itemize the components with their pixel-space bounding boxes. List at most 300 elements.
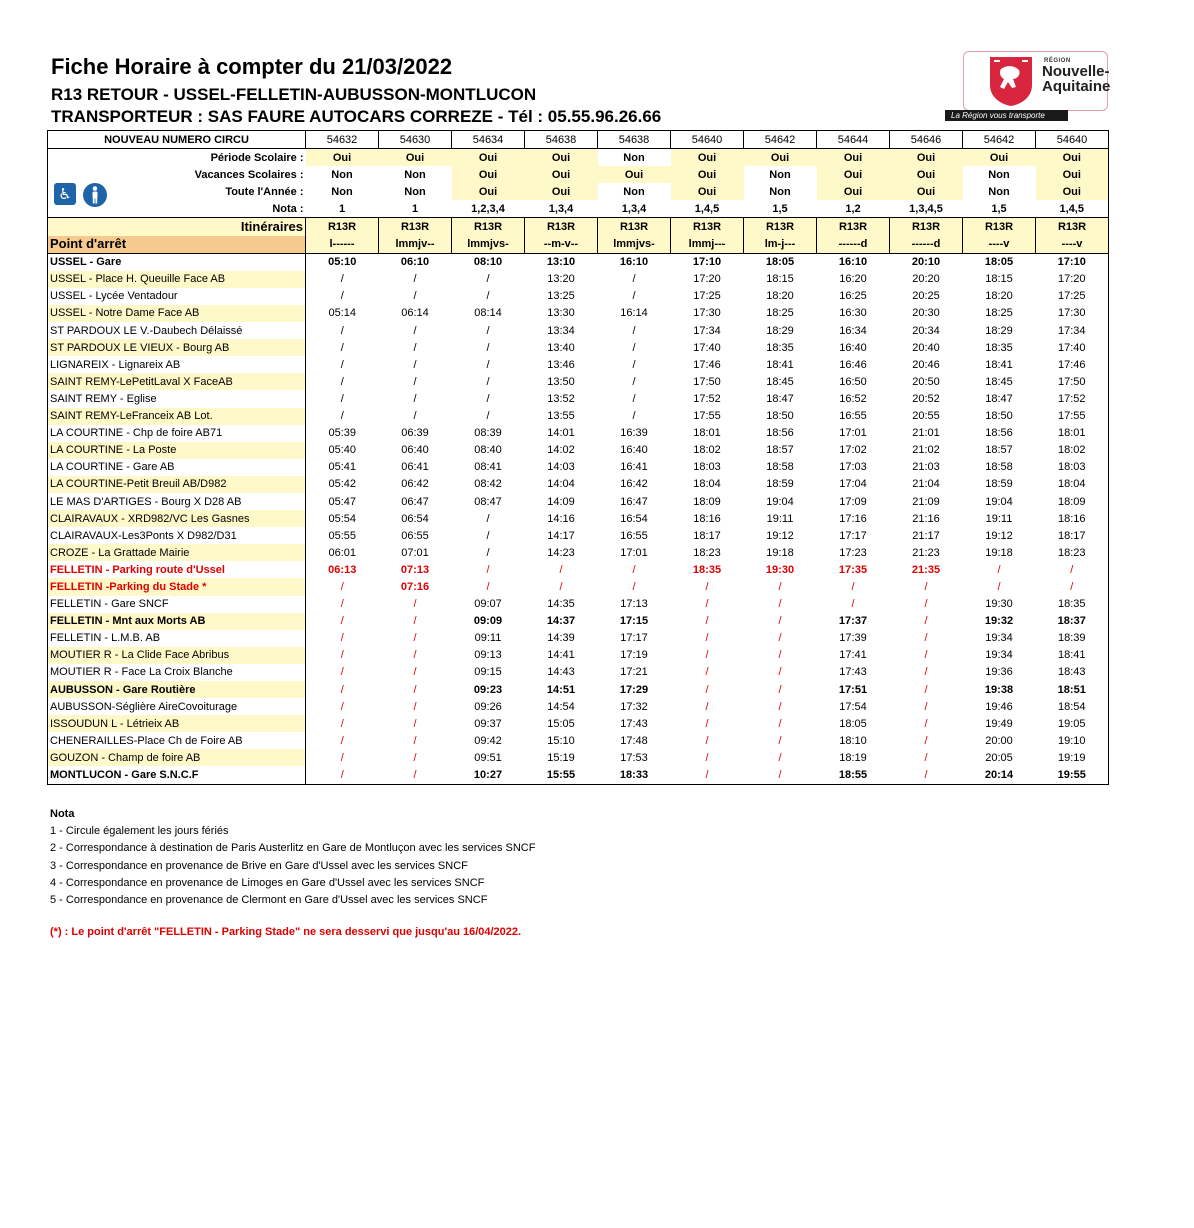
- stop-time: 21:35: [911, 563, 941, 576]
- stop-time: 18:37: [1036, 613, 1109, 630]
- stop-time: 18:59: [766, 478, 794, 491]
- stop-name: FELLETIN - Parking route d'Ussel: [48, 561, 306, 578]
- stop-time: 19:11: [766, 512, 794, 525]
- stop-time: 17:43: [839, 666, 867, 679]
- days-code: lmmj---: [671, 236, 744, 254]
- stop-time: 18:09: [693, 495, 721, 508]
- stop-name: AUBUSSON - Gare Routière: [48, 681, 306, 698]
- stop-time: 17:29: [619, 683, 649, 696]
- stop-time: /: [924, 683, 928, 696]
- stop-time: 18:25: [766, 307, 794, 320]
- toute-annee-value: Non: [404, 185, 426, 198]
- periode-scolaire-value: Oui: [744, 149, 817, 167]
- stop-time: 17:16: [839, 512, 867, 525]
- stop-time: 18:47: [766, 392, 794, 405]
- stop-time: 13:30: [547, 307, 575, 320]
- stop-time: 21:16: [912, 512, 940, 525]
- stop-time: /: [705, 700, 709, 713]
- stop-time: 18:35: [1036, 596, 1109, 613]
- stop-time: 17:34: [693, 324, 721, 337]
- stop-time: 20:14: [963, 766, 1036, 784]
- circu-number: 54630: [379, 131, 452, 149]
- itineraires-label: Itinéraires: [48, 218, 306, 236]
- stop-time: 18:17: [1036, 527, 1109, 544]
- stop-time: /: [632, 324, 636, 337]
- stop-row: [48, 510, 1109, 527]
- stop-time: /: [486, 341, 490, 354]
- stop-time: 17:21: [620, 666, 648, 679]
- stop-time: 17:23: [839, 546, 867, 559]
- stop-time: 19:34: [985, 632, 1013, 645]
- stop-time: 14:16: [547, 512, 575, 525]
- stop-time: /: [778, 632, 782, 645]
- stop-row: [48, 647, 1109, 664]
- circu-number: 54632: [306, 131, 379, 149]
- stop-name: AUBUSSON-Séglière AireCovoiturage: [48, 698, 306, 715]
- stop-time: 16:55: [839, 410, 867, 423]
- stop-time: 21:04: [912, 478, 940, 491]
- stop-time: 05:39: [328, 427, 357, 440]
- stop-time: /: [671, 766, 744, 784]
- stop-time: 14:23: [547, 546, 575, 559]
- periode-scolaire-value: Oui: [525, 149, 598, 167]
- stop-row: [48, 390, 1109, 407]
- stop-time: 17:34: [1036, 322, 1109, 339]
- stop-time: 16:47: [620, 495, 648, 508]
- stop-time: 18:59: [985, 478, 1013, 491]
- periode-scolaire-value: Non: [623, 151, 645, 164]
- stop-time: 08:41: [474, 461, 502, 474]
- stop-time: /: [778, 649, 782, 662]
- stop-time: 18:29: [985, 324, 1013, 337]
- stop-time: 17:54: [839, 700, 867, 713]
- stop-time: /: [340, 410, 344, 423]
- stop-time: 08:10: [473, 256, 503, 269]
- stop-name: FELLETIN - Gare SNCF: [48, 596, 306, 613]
- stop-time: 08:47: [474, 495, 502, 508]
- stop-name: USSEL - Notre Dame Face AB: [48, 305, 306, 322]
- stop-time: 21:23: [912, 546, 940, 559]
- stop-time: /: [340, 375, 344, 388]
- stop-name: SAINT REMY-LeFranceix AB Lot.: [48, 408, 306, 425]
- stop-time: 17:48: [620, 734, 648, 747]
- stop-time: /: [340, 734, 344, 747]
- stop-time: 19:12: [766, 529, 794, 542]
- stop-time: 17:13: [620, 598, 648, 611]
- stop-time: /: [705, 683, 709, 696]
- stop-time: 19:18: [985, 546, 1013, 559]
- stop-time: 15:19: [547, 751, 575, 764]
- periode-scolaire-row: [48, 149, 1109, 167]
- stop-time: /: [851, 580, 855, 593]
- stop-time: /: [778, 615, 782, 628]
- stop-time: /: [997, 563, 1001, 576]
- stop-time: /: [413, 751, 417, 764]
- stop-row: [48, 749, 1109, 766]
- stop-time: /: [486, 563, 490, 576]
- stop-row: [48, 681, 1109, 698]
- stop-time: /: [705, 717, 709, 730]
- wheelchair-icon: ♿: [54, 183, 76, 205]
- nota-value: 1,5: [991, 202, 1007, 215]
- stop-time: 19:11: [985, 512, 1013, 525]
- stop-time: 09:42: [474, 734, 502, 747]
- stop-time: 17:51: [838, 683, 868, 696]
- stop-time: /: [340, 324, 344, 337]
- stop-row: [48, 630, 1109, 647]
- stop-time: /: [924, 734, 928, 747]
- stop-time: 18:47: [985, 392, 1013, 405]
- stop-row: [48, 715, 1109, 732]
- itineraire-code: R13R: [598, 218, 671, 236]
- circu-number: 54640: [671, 131, 744, 149]
- stop-row: [48, 442, 1109, 459]
- stop-row: [48, 527, 1109, 544]
- stop-time: /: [486, 529, 490, 542]
- stop-time: /: [924, 666, 928, 679]
- stop-time: /: [413, 649, 417, 662]
- stop-time: 09:26: [474, 700, 502, 713]
- itineraire-code: R13R: [1036, 218, 1109, 236]
- stop-time: 09:37: [474, 717, 502, 730]
- stop-time: 13:34: [547, 324, 575, 337]
- stop-time: 15:10: [547, 734, 575, 747]
- stop-time: 16:46: [839, 358, 867, 371]
- stop-time: 19:04: [985, 495, 1013, 508]
- stop-time: 17:43: [620, 717, 648, 730]
- stop-time: /: [632, 358, 636, 371]
- nota-row: [48, 200, 1109, 218]
- stop-time: 06:10: [400, 256, 430, 269]
- stop-time: /: [705, 632, 709, 645]
- stop-name: ST PARDOUX LE V.-Daubech Délaissé: [48, 322, 306, 339]
- vacances-scolaires-value: Non: [769, 168, 791, 181]
- stop-time: 06:55: [401, 529, 429, 542]
- vacances-scolaires-value: Non: [988, 168, 1010, 181]
- days-code: --m-v--: [525, 236, 598, 254]
- stop-time: 17:55: [1036, 408, 1109, 425]
- stop-time: 20:55: [912, 410, 940, 423]
- stop-time: /: [486, 290, 490, 303]
- periode-scolaire-value: Oui: [452, 149, 525, 167]
- stop-time: /: [632, 563, 636, 576]
- stop-time: 21:02: [912, 444, 940, 457]
- stop-time: 16:20: [839, 273, 867, 286]
- stop-time: 07:01: [401, 546, 429, 559]
- stop-time: 05:40: [328, 444, 357, 457]
- stop-time: 16:34: [839, 324, 867, 337]
- stop-time: 14:54: [547, 700, 575, 713]
- circu-row: [48, 131, 1109, 149]
- stop-time: 20:25: [912, 290, 940, 303]
- stop-time: 06:14: [401, 307, 429, 320]
- stop-time: 06:47: [401, 495, 429, 508]
- stop-time: 20:30: [912, 307, 940, 320]
- nota-value: 1,5: [772, 202, 788, 215]
- stop-time: /: [778, 598, 782, 611]
- stop-time: 19:30: [765, 563, 795, 576]
- nota-value: 1,4,5: [1036, 200, 1109, 218]
- stop-time: 19:36: [985, 666, 1013, 679]
- stop-time: 18:23: [693, 546, 721, 559]
- stop-time: 14:02: [547, 444, 575, 457]
- stop-row: [48, 305, 1109, 322]
- stop-time: /: [413, 341, 417, 354]
- stop-name: USSEL - Lycée Ventadour: [48, 288, 306, 305]
- stop-time: /: [306, 766, 379, 784]
- stop-row: [48, 596, 1109, 613]
- stop-time: /: [890, 766, 963, 784]
- stop-time: 18:19: [839, 751, 867, 764]
- stop-time: 17:10: [1036, 253, 1109, 271]
- stop-time: /: [486, 410, 490, 423]
- stop-row: [48, 698, 1109, 715]
- stop-time: 17:40: [1036, 339, 1109, 356]
- notes-section: [50, 806, 535, 909]
- days-code: lmmjvs-: [452, 236, 525, 254]
- vacances-scolaires-value: Oui: [598, 166, 671, 183]
- stop-time: 16:30: [839, 307, 867, 320]
- circu-number: 54642: [963, 131, 1036, 149]
- stop-time: 14:03: [547, 461, 575, 474]
- stop-time: 16:55: [620, 529, 648, 542]
- itineraire-code: R13R: [890, 218, 963, 236]
- stop-time: /: [413, 734, 417, 747]
- stop-time: /: [778, 717, 782, 730]
- stop-time: /: [340, 717, 344, 730]
- stop-time: 07:16: [400, 580, 430, 593]
- itineraire-code: R13R: [525, 218, 598, 236]
- stop-row: [48, 613, 1109, 630]
- stop-time: /: [413, 700, 417, 713]
- stop-time: 16:25: [839, 290, 867, 303]
- itineraire-code: R13R: [306, 218, 379, 236]
- stop-row: [48, 664, 1109, 681]
- stop-time: /: [340, 751, 344, 764]
- stop-time: /: [705, 751, 709, 764]
- periode-scolaire-value: Oui: [306, 149, 379, 167]
- stop-time: 18:58: [985, 461, 1013, 474]
- stop-time: /: [924, 580, 928, 593]
- stop-time: /: [413, 717, 417, 730]
- vacances-scolaires-value: Oui: [525, 166, 598, 183]
- stop-time: /: [632, 341, 636, 354]
- stop-time: 09:15: [474, 666, 502, 679]
- toute-annee-value: Oui: [671, 183, 744, 200]
- stop-time: /: [778, 734, 782, 747]
- stop-time: 21:17: [912, 529, 940, 542]
- stop-time: 17:15: [619, 615, 649, 628]
- days-code: lm-j---: [744, 236, 817, 254]
- stop-time: 17:52: [1036, 390, 1109, 407]
- stop-time: 19:55: [1036, 766, 1109, 784]
- itineraire-code: R13R: [744, 218, 817, 236]
- stop-time: 15:05: [547, 717, 575, 730]
- nota-value: 1: [411, 202, 419, 215]
- stop-time: 09:11: [474, 632, 502, 645]
- days-code: lmmjv--: [379, 236, 452, 254]
- notes-heading: Nota: [50, 808, 75, 820]
- stop-time: 17:30: [1036, 305, 1109, 322]
- vacances-scolaires-value: Non: [404, 168, 426, 181]
- stop-time: /: [744, 766, 817, 784]
- periode-scolaire-value: Oui: [890, 149, 963, 167]
- stop-name: MOUTIER R - Face La Croix Blanche: [48, 664, 306, 681]
- stop-time: 17:41: [839, 649, 867, 662]
- stop-time: 17:35: [838, 563, 868, 576]
- stop-time: 20:20: [912, 273, 940, 286]
- stop-time: 16:50: [839, 375, 867, 388]
- stop-time: 18:01: [693, 427, 721, 440]
- stop-time: 19:32: [984, 615, 1014, 628]
- point-arret-label: Point d'arrêt: [48, 236, 306, 254]
- stop-time: 18:41: [985, 358, 1013, 371]
- stop-name: ST PARDOUX LE VIEUX - Bourg AB: [48, 339, 306, 356]
- stop-time: 18:35: [766, 341, 794, 354]
- stop-time: 17:39: [839, 632, 867, 645]
- stop-time: /: [486, 273, 490, 286]
- stop-time: /: [413, 324, 417, 337]
- stop-time: 08:14: [474, 307, 502, 320]
- stop-time: 14:17: [547, 529, 575, 542]
- stop-time: 17:01: [839, 427, 867, 440]
- stop-time: /: [340, 615, 344, 628]
- itineraires-row: [48, 218, 1109, 236]
- stop-time: 17:46: [693, 358, 721, 371]
- stop-time: 17:25: [1036, 288, 1109, 305]
- stop-time: 13:46: [547, 358, 575, 371]
- nota-value: 1,4,5: [694, 202, 720, 215]
- stop-time: 16:40: [620, 444, 648, 457]
- stop-time: /: [413, 683, 417, 696]
- stop-time: 16:41: [620, 461, 648, 474]
- stop-time: 17:19: [620, 649, 648, 662]
- toute-annee-row: [48, 183, 1109, 200]
- stop-time: 16:54: [620, 512, 648, 525]
- point-arret-row: [48, 236, 1109, 254]
- stop-name: LE MAS D'ARTIGES - Bourg X D28 AB: [48, 493, 306, 510]
- itineraire-code: R13R: [817, 218, 890, 236]
- stop-time: /: [486, 324, 490, 337]
- stop-time: /: [413, 358, 417, 371]
- note-item: 3 - Correspondance en provenance de Brive en Gare d'Ussel avec les services SNCF: [50, 859, 468, 872]
- stop-time: /: [413, 392, 417, 405]
- stop-time: /: [340, 392, 344, 405]
- stop-time: 18:01: [1036, 425, 1109, 442]
- stop-time: 18:57: [985, 444, 1013, 457]
- stop-time: /: [340, 649, 344, 662]
- stop-time: /: [924, 598, 928, 611]
- stop-row: [48, 493, 1109, 510]
- logo-name: Nouvelle- Aquitaine: [1042, 63, 1111, 95]
- stop-name: SAINT REMY-LePetitLaval X FaceAB: [48, 373, 306, 390]
- stop-time: /: [632, 375, 636, 388]
- stop-time: 06:40: [401, 444, 429, 457]
- warning-note: (*) : Le point d'arrêt "FELLETIN - Parking Stade" ne sera desservi que jusqu'au 16/04/2022.: [50, 926, 522, 938]
- stop-time: /: [705, 598, 709, 611]
- stop-time: 19:34: [985, 649, 1013, 662]
- stop-time: /: [340, 632, 344, 645]
- carrier-info: TRANSPORTEUR : SAS FAURE AUTOCARS CORREZE - Tél : 05.55.96.26.66: [51, 107, 662, 126]
- stop-time: 14:39: [547, 632, 575, 645]
- stop-time: 13:40: [547, 341, 575, 354]
- stop-time: /: [486, 375, 490, 388]
- nota-value: 1,3,4: [548, 202, 574, 215]
- stop-time: /: [632, 392, 636, 405]
- toute-annee-value: Non: [988, 185, 1010, 198]
- stop-time: 16:14: [620, 307, 648, 320]
- stop-time: 13:50: [547, 375, 575, 388]
- stop-time: /: [632, 410, 636, 423]
- stop-time: 20:34: [912, 324, 940, 337]
- region-logo: [945, 51, 1110, 121]
- stop-time: 18:03: [693, 461, 721, 474]
- nota-label: Nota :: [48, 200, 306, 218]
- days-code: ------d: [890, 236, 963, 254]
- stop-time: 18:03: [1036, 459, 1109, 476]
- stop-time: 17:50: [693, 375, 721, 388]
- itineraire-code: R13R: [452, 218, 525, 236]
- vacances-scolaires-label: Vacances Scolaires :: [48, 166, 306, 183]
- stop-time: 14:01: [547, 427, 575, 440]
- stop-time: 05:10: [328, 256, 357, 269]
- stop-time: 13:10: [546, 256, 576, 269]
- stop-time: 18:02: [693, 444, 721, 457]
- stop-row: [48, 271, 1109, 288]
- stop-time: 14:41: [547, 649, 575, 662]
- stop-name: CHENERAILLES-Place Ch de Foire AB: [48, 732, 306, 749]
- vacances-scolaires-value: Non: [331, 168, 353, 181]
- itineraire-code: R13R: [379, 218, 452, 236]
- stop-time: 18:05: [765, 256, 795, 269]
- stop-time: /: [413, 290, 417, 303]
- stop-time: /: [379, 766, 452, 784]
- stop-row: [48, 561, 1109, 578]
- days-code: l------: [306, 236, 379, 254]
- stop-time: 18:20: [985, 290, 1013, 303]
- stop-time: 08:40: [474, 444, 502, 457]
- periode-scolaire-value: Oui: [379, 149, 452, 167]
- stop-time: 20:52: [912, 392, 940, 405]
- toute-annee-value: Non: [769, 185, 791, 198]
- stop-time: 18:05: [984, 256, 1014, 269]
- vacances-scolaires-value: Oui: [452, 166, 525, 183]
- days-code: lmmjvs-: [598, 236, 671, 254]
- vacances-scolaires-value: Oui: [671, 166, 744, 183]
- stop-time: 19:12: [985, 529, 1013, 542]
- stop-time: 18:56: [985, 427, 1013, 440]
- note-item: 1 - Circule également les jours fériés: [50, 825, 229, 838]
- stop-time: 18:57: [766, 444, 794, 457]
- circu-number: 54634: [452, 131, 525, 149]
- stop-time: 18:17: [693, 529, 721, 542]
- stop-time: /: [413, 410, 417, 423]
- stop-time: 06:54: [401, 512, 429, 525]
- stop-time: 09:23: [473, 683, 503, 696]
- stop-time: 19:30: [985, 598, 1013, 611]
- stop-time: 16:10: [619, 256, 649, 269]
- stop-time: 17:30: [693, 307, 721, 320]
- stop-time: /: [705, 580, 709, 593]
- stop-time: 06:39: [401, 427, 429, 440]
- stop-time: /: [924, 615, 928, 628]
- stop-time: /: [632, 273, 636, 286]
- vacances-scolaires-value: Oui: [890, 166, 963, 183]
- itineraire-code: R13R: [671, 218, 744, 236]
- stop-time: 16:10: [838, 256, 868, 269]
- stop-time: 06:13: [328, 563, 357, 576]
- stop-time: /: [851, 598, 855, 611]
